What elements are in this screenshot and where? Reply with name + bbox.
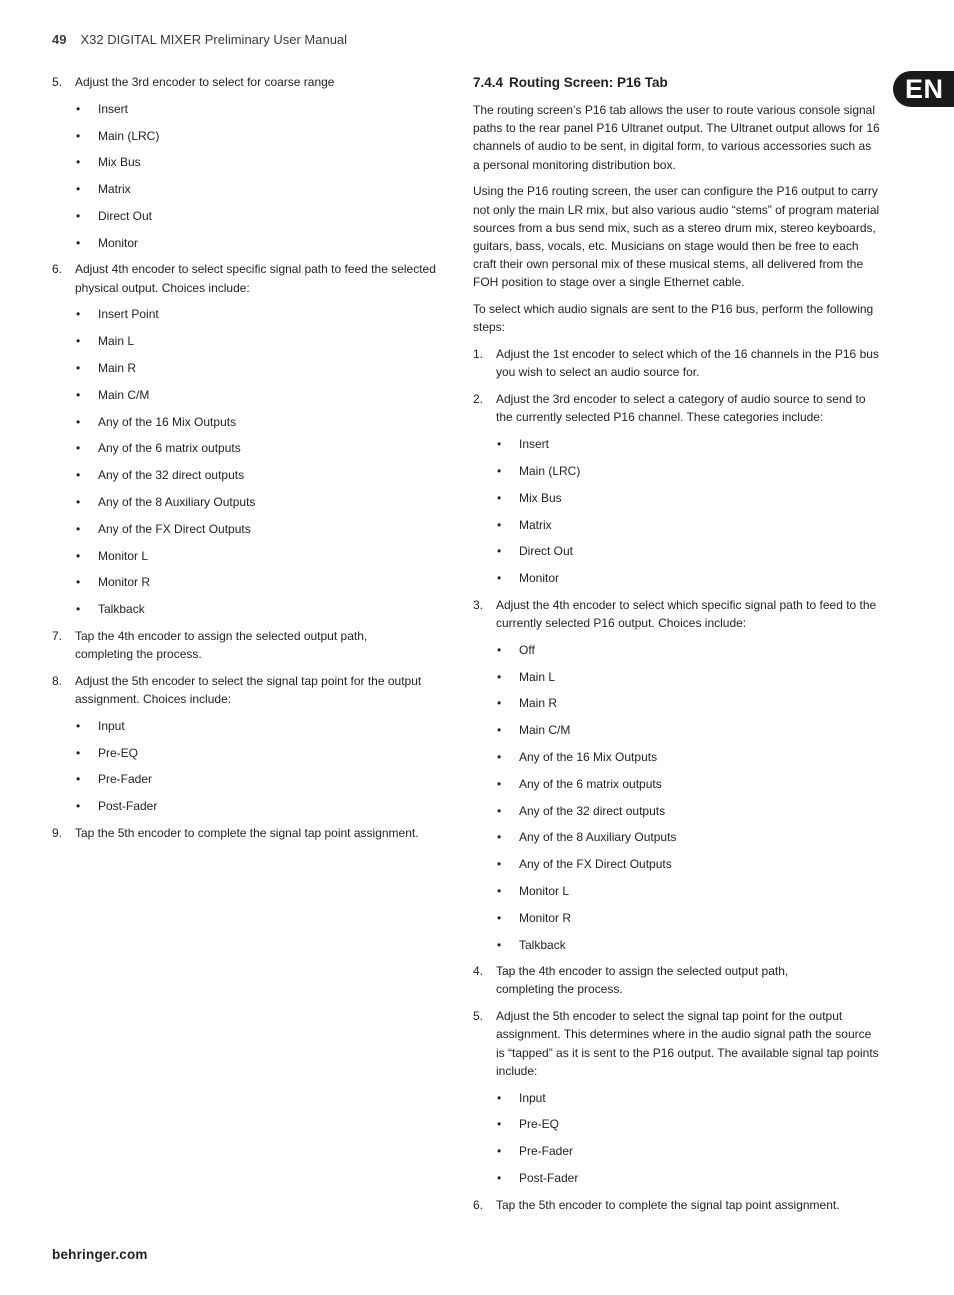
step-number: 4.: [473, 964, 484, 979]
paragraph: To select which audio signals are sent to the P16 bus, perform the following steps:: [473, 302, 874, 335]
bullet-icon: •: [497, 776, 502, 791]
bullet-icon: •: [76, 128, 81, 143]
bullet-icon: •: [76, 441, 81, 456]
bullet-icon: •: [497, 642, 502, 657]
page-header: [52, 32, 347, 47]
step-number: 6.: [52, 262, 63, 277]
bullet-icon: •: [497, 1144, 502, 1159]
list-item: [52, 717, 457, 735]
list-item: [52, 493, 457, 511]
list-item: [473, 802, 881, 820]
numbered-step: [473, 345, 881, 381]
list-item: [52, 127, 457, 145]
bullet-icon: •: [76, 101, 81, 116]
list-item: [52, 180, 457, 198]
numbered-step: [473, 596, 881, 632]
list-item: [473, 936, 881, 954]
list-item-text: Insert: [519, 437, 550, 452]
numbered-step: [473, 1007, 881, 1080]
bullet-icon: •: [497, 437, 502, 452]
list-item: [52, 359, 457, 377]
bullet-icon: •: [76, 575, 81, 590]
list-item: [473, 1169, 881, 1187]
list-item: [52, 744, 457, 762]
bullet-icon: •: [497, 1171, 502, 1186]
bullet-icon: •: [497, 723, 502, 738]
list-item-text: Matrix: [98, 182, 131, 197]
list-item-text: Any of the 6 matrix outputs: [98, 441, 241, 456]
section-title: Routing Screen: P16 Tab: [509, 75, 668, 90]
list-item: [52, 100, 457, 118]
step-text-line: Tap the 4th encoder to assign the selected output path,: [496, 964, 789, 979]
bullet-icon: •: [497, 544, 502, 559]
step-text: Tap the 5th encoder to complete the signal tap point assignment.: [75, 825, 419, 840]
list-item: [52, 520, 457, 538]
list-item-text: Pre-Fader: [98, 772, 153, 787]
bullet-icon: •: [76, 208, 81, 223]
list-item: [473, 516, 881, 534]
section-heading: [473, 73, 881, 93]
bullet-icon: •: [497, 857, 502, 872]
list-item-text: Monitor L: [98, 548, 149, 563]
list-item-text: Any of the 16 Mix Outputs: [98, 414, 237, 429]
bullet-list: [473, 435, 881, 587]
step-text-line: Tap the 4th encoder to assign the selected output path,: [75, 628, 368, 643]
bullet-icon: •: [76, 334, 81, 349]
numbered-step: [52, 824, 457, 842]
paragraph: Using the P16 routing screen, the user can configure the P16 output to carry not only the main LR mix, but also various audio “stems” of program material sources from a bus send mix, such as a stereo drum mix, stereo keyboards, guitars, bass, vocals, etc. Musicians on stage would then be free to each craft their own personal mix of these musical stems, all delivered from the FOH position to stage over a single Ethernet cable.: [473, 184, 880, 290]
bullet-icon: •: [497, 803, 502, 818]
bullet-icon: •: [76, 387, 81, 402]
bullet-icon: •: [76, 155, 81, 170]
bullet-list: [52, 100, 457, 252]
numbered-step: [473, 1196, 881, 1214]
list-item-text: Main (LRC): [519, 464, 581, 478]
list-item-text: Any of the 32 direct outputs: [98, 468, 245, 483]
list-item-text: Input: [519, 1090, 546, 1105]
step-number: 7.: [52, 628, 63, 643]
step-number: 9.: [52, 825, 63, 840]
list-item-text: Any of the 32 direct outputs: [519, 803, 666, 818]
list-item: [52, 547, 457, 565]
list-item-text: Monitor: [519, 571, 560, 586]
list-item: [473, 668, 881, 686]
step-text: Adjust the 3rd encoder to select for coarse range: [75, 75, 335, 89]
step-text: Adjust the 4th encoder to select which specific signal path to feed to the currently selected P16 output. Choices include:: [496, 597, 877, 631]
list-item-text: Pre-EQ: [98, 745, 139, 760]
list-item-text: Pre-EQ: [519, 1117, 560, 1132]
list-item: [52, 207, 457, 225]
bullet-icon: •: [497, 1117, 502, 1132]
step-number: 5.: [473, 1009, 484, 1024]
list-item-text: Off: [519, 642, 535, 657]
list-item: [52, 797, 457, 815]
step-number: 2.: [473, 392, 484, 407]
list-item-text: Pre-Fader: [519, 1144, 574, 1159]
bullet-icon: •: [76, 235, 81, 250]
numbered-step: [52, 260, 457, 296]
bullet-icon: •: [497, 1090, 502, 1105]
list-item: [473, 1142, 881, 1160]
list-item-text: Main (LRC): [98, 128, 160, 143]
numbered-step: [52, 73, 457, 91]
list-item-text: Insert: [98, 101, 129, 116]
list-item-text: Talkback: [98, 602, 145, 617]
list-item: [52, 770, 457, 788]
step-text-line: completing the process.: [496, 982, 623, 997]
list-item-text: Direct Out: [98, 208, 153, 223]
numbered-step: [473, 390, 881, 426]
paragraph: The routing screen’s P16 tab allows the user to route various console signal paths to the rear panel P16 Ultranet output. The Ultranet output allows for 16 channels of audio to be sent, in digital form, to various accessories such as a personal monitoring distribution box.: [473, 103, 880, 172]
list-item: [473, 748, 881, 766]
list-item: [52, 439, 457, 457]
list-item-text: Main L: [519, 669, 556, 684]
list-item-text: Any of the FX Direct Outputs: [98, 521, 251, 536]
page-number: 49: [52, 32, 67, 47]
list-item-text: Any of the FX Direct Outputs: [519, 857, 672, 872]
step-text: Adjust the 5th encoder to select the signal tap point for the output assignment. Choices include:: [75, 673, 422, 707]
bullet-icon: •: [76, 521, 81, 536]
bullet-icon: •: [497, 910, 502, 925]
bullet-icon: •: [497, 830, 502, 845]
list-item-text: Any of the 8 Auxiliary Outputs: [98, 494, 256, 509]
bullet-list: [473, 1089, 881, 1188]
list-item: [473, 909, 881, 927]
list-item: [52, 153, 457, 171]
list-item: [52, 386, 457, 404]
list-item-text: Main C/M: [519, 723, 571, 738]
bullet-icon: •: [76, 718, 81, 733]
list-item-text: Matrix: [519, 517, 552, 532]
list-item-text: Monitor R: [98, 575, 151, 590]
bullet-list: [473, 641, 881, 954]
bullet-icon: •: [76, 414, 81, 429]
list-item: [52, 573, 457, 591]
step-text-line: completing the process.: [75, 647, 202, 662]
numbered-step: [473, 962, 881, 998]
step-text: Adjust 4th encoder to select specific signal path to feed the selected physical output. Choices include:: [75, 262, 436, 295]
list-item-text: Post-Fader: [98, 799, 158, 814]
bullet-icon: •: [76, 772, 81, 787]
list-item: [52, 332, 457, 350]
document-title: X32 DIGITAL MIXER Preliminary User Manual: [80, 32, 348, 47]
list-item-text: Monitor: [98, 235, 139, 250]
list-item: [473, 828, 881, 846]
step-number: 3.: [473, 597, 484, 612]
list-item-text: Any of the 16 Mix Outputs: [519, 750, 658, 765]
list-item-text: Any of the 6 matrix outputs: [519, 776, 662, 791]
list-item-text: Mix Bus: [519, 490, 562, 505]
list-item: [473, 1089, 881, 1107]
list-item-text: Main R: [98, 361, 137, 376]
bullet-icon: •: [497, 490, 502, 505]
step-number: 1.: [473, 347, 484, 362]
list-item-text: Monitor L: [519, 883, 570, 898]
list-item-text: Monitor R: [519, 910, 572, 925]
bullet-list: [52, 717, 457, 816]
step-number: 5.: [52, 75, 63, 89]
bullet-icon: •: [76, 548, 81, 563]
bullet-icon: •: [76, 799, 81, 814]
bullet-icon: •: [497, 696, 502, 711]
list-item: [473, 462, 881, 480]
step-number: 6.: [473, 1197, 484, 1212]
step-text: Adjust the 3rd encoder to select a category of audio source to send to the currently selected P16 channel. These categories include:: [496, 392, 866, 425]
left-column: [52, 73, 457, 851]
bullet-icon: •: [497, 464, 502, 478]
list-item: [52, 466, 457, 484]
list-item-text: Input: [98, 718, 125, 733]
bullet-icon: •: [76, 361, 81, 376]
list-item: [473, 641, 881, 659]
step-number: 8.: [52, 673, 63, 688]
bullet-icon: •: [497, 750, 502, 765]
list-item-text: Insert Point: [98, 307, 159, 322]
list-item-text: Talkback: [519, 937, 566, 952]
list-item: [473, 1115, 881, 1133]
list-item: [473, 694, 881, 712]
bullet-icon: •: [76, 494, 81, 509]
bullet-icon: •: [497, 571, 502, 586]
right-column: [473, 73, 881, 1223]
bullet-icon: •: [76, 182, 81, 197]
list-item-text: Main R: [519, 696, 558, 711]
list-item: [473, 882, 881, 900]
list-item-text: Post-Fader: [519, 1171, 579, 1186]
list-item: [473, 721, 881, 739]
bullet-icon: •: [76, 602, 81, 617]
list-item: [52, 600, 457, 618]
list-item: [473, 542, 881, 560]
bullet-icon: •: [76, 307, 81, 322]
language-tab: EN: [893, 71, 954, 107]
bullet-icon: •: [76, 468, 81, 483]
numbered-step: [52, 627, 457, 663]
step-text: Adjust the 5th encoder to select the signal tap point for the output assignment. This determines where in the audio signal path the source is “tapped” as it is sent to the P16 output. The available signal tap points include:: [496, 1009, 879, 1078]
list-item: [473, 775, 881, 793]
list-item: [473, 489, 881, 507]
section-number: 7.4.4: [473, 75, 504, 90]
numbered-step: [52, 672, 457, 708]
list-item-text: Main C/M: [98, 387, 150, 402]
list-item: [52, 413, 457, 431]
list-item-text: Any of the 8 Auxiliary Outputs: [519, 830, 677, 845]
bullet-icon: •: [76, 745, 81, 760]
bullet-icon: •: [497, 883, 502, 898]
step-text: Adjust the 1st encoder to select which of the 16 channels in the P16 bus you wish to select an audio source for.: [496, 347, 879, 380]
list-item-text: Main L: [98, 334, 135, 349]
bullet-icon: •: [497, 937, 502, 952]
bullet-icon: •: [497, 517, 502, 532]
bullet-icon: •: [497, 669, 502, 684]
list-item: [473, 569, 881, 587]
list-item: [473, 435, 881, 453]
footer-brand: behringer.com: [52, 1247, 148, 1262]
list-item-text: Mix Bus: [98, 155, 141, 170]
list-item-text: Direct Out: [519, 544, 574, 559]
bullet-list: [52, 305, 457, 618]
list-item: [473, 855, 881, 873]
list-item: [52, 305, 457, 323]
list-item: [52, 234, 457, 252]
step-text: Tap the 5th encoder to complete the signal tap point assignment.: [496, 1197, 840, 1212]
